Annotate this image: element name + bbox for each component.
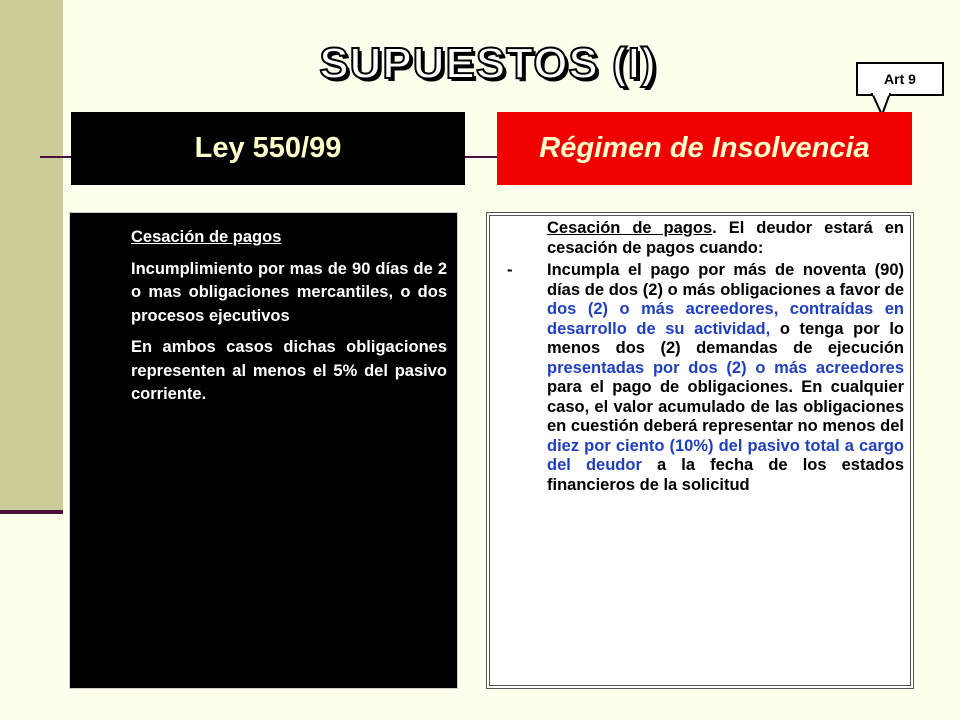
right-bullet <box>507 261 904 495</box>
connector-line-left <box>40 156 71 158</box>
right-text-4: a la fecha de los estados financieros de la solicitud <box>547 456 904 494</box>
connector-line-middle <box>465 156 497 158</box>
left-paragraph-1: Incumplimiento por mas de 90 días de 2 o mas obligaciones mercantiles, o dos procesos ejecutivos <box>131 259 447 325</box>
right-highlight-1: dos (2) o más acreedores, contraídas en desarrollo de su actividad, <box>547 300 904 338</box>
right-intro-rest: . El deudor estará en cesación de pagos cuando: <box>547 219 904 257</box>
dash-marker: - <box>507 261 513 279</box>
right-text-1: Incumpla el pago por más de noventa (90) días de dos (2) o más obligaciones a favor de <box>547 261 904 299</box>
side-strip-rule <box>0 510 63 514</box>
art-9-callout <box>856 62 944 96</box>
header-ley-550 <box>71 112 465 185</box>
header-right-label: Régimen de Insolvencia <box>539 132 870 164</box>
page-title: SUPUESTOS (I) <box>319 39 657 88</box>
ley-550-content-box <box>69 212 458 689</box>
header-regimen-insolvencia <box>497 112 912 185</box>
right-text-3: para el pago de obligaciones. En cualquier caso, el valor acumulado de las obligaciones en cuestión deberá representar no menos del <box>547 378 904 435</box>
right-text-2: o tenga por lo menos dos (2) demandas de ejecución <box>547 319 904 357</box>
header-left-label: Ley 550/99 <box>194 132 342 164</box>
right-intro <box>547 219 904 258</box>
left-paragraph-2: En ambos casos dichas obligaciones representen al menos el 5% del pasivo corriente. <box>131 338 447 403</box>
right-highlight-2: presentadas por dos (2) o más acreedores <box>547 358 904 377</box>
regimen-content-box <box>486 212 914 689</box>
right-intro-heading: Cesación de pagos <box>547 219 713 237</box>
left-heading: Cesación de pagos <box>131 228 282 246</box>
callout-label: Art 9 <box>884 71 916 87</box>
right-highlight-3: diez por ciento (10%) del pasivo total a cargo del deudor <box>547 436 904 474</box>
